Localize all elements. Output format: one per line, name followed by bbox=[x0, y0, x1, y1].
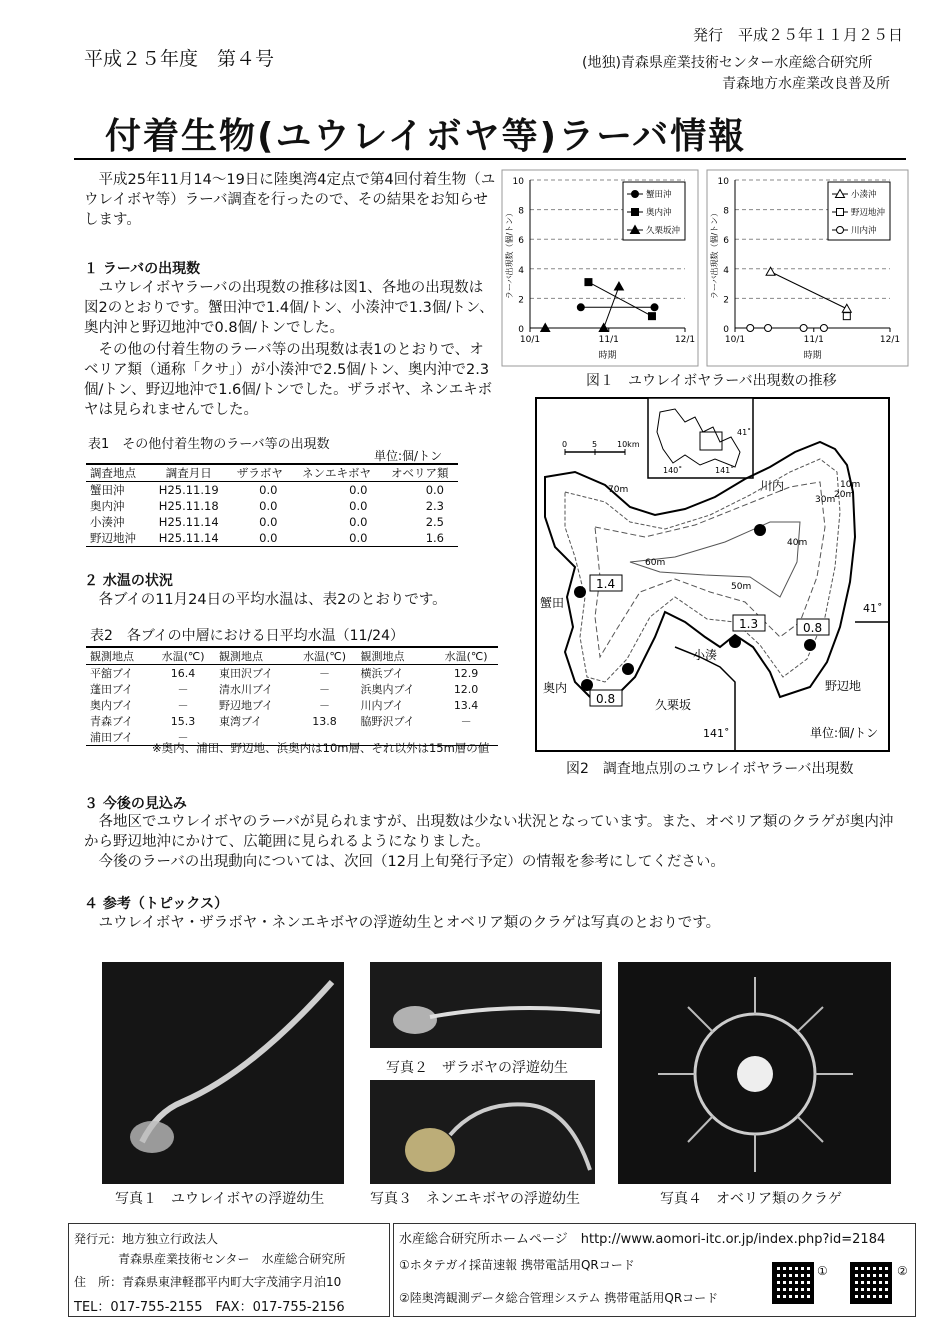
table1-header: 調査月日 bbox=[165, 466, 212, 480]
intro-text: 平成25年11月14～19日に陸奥湾4定点で第4回付着生物（ユウレイボヤ等）ラーバ調査を行ったので、その結果をお知らせします。 bbox=[84, 172, 496, 228]
data-point bbox=[837, 227, 844, 234]
table2-cell: － bbox=[177, 683, 189, 696]
depth-label: 60m bbox=[645, 558, 666, 568]
table1-header: オベリア類 bbox=[390, 466, 449, 480]
data-point bbox=[585, 279, 592, 286]
table1-cell: 0.0 bbox=[425, 483, 444, 497]
table2-row bbox=[86, 681, 498, 697]
larva-illustration bbox=[370, 1080, 595, 1184]
footer-publisher-label: 発行元：地方独立行政法人 bbox=[74, 1232, 219, 1246]
data-point bbox=[747, 325, 754, 332]
photo-obelia bbox=[618, 962, 891, 1184]
data-point bbox=[820, 325, 827, 332]
table1-cell: 0.0 bbox=[259, 483, 278, 497]
photo-yureiboya bbox=[102, 962, 344, 1184]
y-tick-label: 10 bbox=[717, 177, 729, 187]
larva-illustration bbox=[102, 962, 344, 1184]
jellyfish-illustration bbox=[618, 962, 891, 1184]
org-name-2: 青森地方水産業改良普及所 bbox=[722, 76, 890, 92]
table1-cell: 0.0 bbox=[259, 515, 278, 529]
y-tick-label: 6 bbox=[518, 236, 524, 247]
footer-address: 住 所：青森県東津軽郡平内町大字茂浦字月泊10 bbox=[74, 1275, 342, 1289]
legend-label: 川内沖 bbox=[851, 226, 877, 236]
chart-left bbox=[500, 168, 700, 368]
table1-header: 調査地点 bbox=[90, 466, 136, 480]
photo1-caption: 写真１ ユウレイボヤの浮遊幼生 bbox=[115, 1191, 325, 1207]
y-tick-label: 4 bbox=[723, 265, 729, 276]
table1-cell: 0.0 bbox=[259, 499, 278, 513]
table2-cell: 脇野沢ブイ bbox=[360, 715, 415, 728]
org-name-1: (地独)青森県産業技術センター水産総合研究所 bbox=[582, 55, 873, 71]
footer-tel: TEL：017-755-2155 FAX：017-755-2156 bbox=[74, 1300, 345, 1315]
table1-cell: 0.0 bbox=[259, 531, 278, 545]
table1-cell: 奥内沖 bbox=[90, 499, 125, 513]
photo-nenekiboya bbox=[370, 1080, 595, 1184]
table2-cell: － bbox=[319, 699, 331, 712]
qr2-mark: ② bbox=[897, 1264, 908, 1278]
x-tick-label: 10/1 bbox=[724, 335, 746, 345]
y-tick-label: 0 bbox=[518, 325, 524, 335]
depth-label: 50m bbox=[731, 582, 752, 592]
data-point bbox=[765, 325, 772, 332]
x-tick-label: 11/1 bbox=[598, 335, 619, 345]
y-tick-label: 8 bbox=[723, 206, 729, 217]
title-rule bbox=[74, 158, 906, 160]
table2-cell: 平舘ブイ bbox=[90, 667, 134, 680]
photo-zaraboya bbox=[370, 962, 602, 1048]
station-kuryuzaka bbox=[581, 679, 593, 691]
inset-label: 140˚ bbox=[663, 466, 683, 475]
y-axis-label: ラーバ出現数（個/トン） bbox=[710, 208, 719, 300]
legend-label: 奥内沖 bbox=[646, 208, 672, 218]
data-point bbox=[632, 191, 639, 198]
table2-cell: － bbox=[177, 699, 189, 712]
legend-label: 久栗坂沖 bbox=[646, 226, 681, 236]
table1-cell: H25.11.18 bbox=[158, 499, 219, 513]
section1-para2: その他の付着生物のラーバ等の出現数は表1のとおりで、オベリア類（通称「クサ」）が小湊沖で2.5個/トン、奥内沖で2.3個/トン、野辺地沖で1.6個/トンでした。ザラボヤ、ネンエキボヤは見られませんでした。 bbox=[84, 342, 493, 418]
table2-header: 水温(℃) bbox=[161, 650, 205, 663]
station-okunai bbox=[622, 663, 634, 675]
longitude-label: 141˚ bbox=[703, 727, 730, 740]
legend-label: 小湊沖 bbox=[851, 190, 877, 200]
x-tick-label: 12/1 bbox=[674, 335, 696, 345]
fig1-caption: 図１ ユウレイボヤラーバ出現数の推移 bbox=[586, 373, 837, 389]
qr2-label: ②陸奥湾観測データ総合管理システム 携帯電話用QRコード bbox=[399, 1291, 719, 1305]
chart-right bbox=[705, 168, 910, 368]
table1-caption: 表1 その他付着生物のラーバ等の出現数 bbox=[88, 437, 330, 452]
station-noheji bbox=[804, 639, 816, 651]
data-point bbox=[800, 325, 807, 332]
table2-cell: － bbox=[319, 667, 331, 680]
table2-cell: － bbox=[319, 683, 331, 696]
y-tick-label: 0 bbox=[723, 325, 729, 335]
table2-note: ※奥内、浦田、野辺地、浜奥内は10m層、それ以外は15m層の値 bbox=[152, 741, 490, 755]
table2-caption: 表2 各ブイの中層における日平均水温（11/24） bbox=[90, 628, 404, 644]
section2-para: 各ブイの11月24日の平均水温は、表2のとおりです。 bbox=[84, 592, 447, 608]
table2-cell: 野辺地ブイ bbox=[218, 699, 273, 712]
table1-header: ザラボヤ bbox=[236, 466, 283, 480]
station-kominato bbox=[729, 636, 741, 648]
place-label: 川内 bbox=[760, 479, 785, 493]
map-unit: 単位:個/トン bbox=[810, 726, 879, 740]
depth-label: 40m bbox=[787, 538, 808, 548]
table2-cell: 東田沢ブイ bbox=[218, 667, 273, 680]
place-label: 野辺地 bbox=[825, 679, 862, 693]
data-point bbox=[632, 209, 639, 216]
table2-cell: 東湾ブイ bbox=[218, 715, 262, 728]
table2-cell: 青森ブイ bbox=[90, 715, 134, 728]
place-label: 奥内 bbox=[543, 681, 568, 695]
table2 bbox=[86, 646, 498, 746]
inset-label: 141˚ bbox=[715, 466, 735, 475]
larva-illustration bbox=[370, 962, 602, 1048]
x-axis-label: 時期 bbox=[803, 351, 822, 361]
scale-label: 5 bbox=[592, 440, 598, 449]
table1-unit: 単位:個/トン bbox=[374, 449, 443, 463]
legend-label: 野辺地沖 bbox=[851, 208, 886, 218]
depth-label: 70m bbox=[608, 485, 629, 495]
table2-row bbox=[86, 713, 498, 729]
table1-row bbox=[86, 514, 458, 530]
section1-heading: １ ラーバの出現数 bbox=[84, 261, 201, 277]
y-tick-label: 2 bbox=[723, 295, 729, 306]
value-label: 1.4 bbox=[596, 577, 616, 591]
table1-cell: 2.5 bbox=[425, 515, 444, 529]
x-tick-label: 11/1 bbox=[803, 335, 824, 345]
table2-cell: － bbox=[460, 715, 472, 728]
table1-cell: 0.0 bbox=[349, 531, 368, 545]
table2-cell: 13.4 bbox=[453, 698, 479, 712]
x-tick-label: 10/1 bbox=[519, 335, 541, 345]
y-tick-label: 4 bbox=[518, 265, 524, 276]
table1-header-row bbox=[86, 464, 458, 482]
section3-para2: 今後のラーバの出現動向については、次回（12月上旬発行予定）の情報を参考にしてください。 bbox=[84, 854, 725, 870]
section4-para: ユウレイボヤ・ザラボヤ・ネンエキボヤの浮遊幼生とオベリア類のクラゲは写真のとおりです。 bbox=[84, 915, 721, 931]
table1-cell: 2.3 bbox=[425, 499, 444, 513]
y-tick-label: 2 bbox=[518, 295, 524, 306]
table1-cell: 1.6 bbox=[425, 531, 444, 545]
depth-label: 20m bbox=[834, 490, 855, 500]
issue-number: 平成２５年度 第４号 bbox=[84, 48, 275, 70]
place-label: 小湊 bbox=[693, 648, 718, 662]
page-title: 付着生物(ユウレイボヤ等)ラーバ情報 bbox=[105, 116, 747, 157]
depth-label: 30m bbox=[815, 495, 836, 505]
table2-row bbox=[86, 697, 498, 713]
table2-cell: 清水川ブイ bbox=[218, 683, 273, 696]
table2-cell: 16.4 bbox=[170, 666, 196, 680]
table2-cell: 15.3 bbox=[170, 714, 196, 728]
table2-header: 水温(℃) bbox=[444, 650, 488, 663]
x-axis-label: 時期 bbox=[598, 351, 617, 361]
table1-cell: H25.11.14 bbox=[158, 515, 219, 529]
photo2-caption: 写真２ ザラボヤの浮遊幼生 bbox=[386, 1060, 568, 1076]
scale-label: 0 bbox=[562, 440, 568, 449]
table2-cell: 13.8 bbox=[312, 714, 337, 728]
table1-row bbox=[86, 482, 458, 499]
table2-header: 観測地点 bbox=[218, 650, 263, 663]
homepage-link[interactable]: 水産総合研究所ホームページ http://www.aomori-itc.or.jp/index.php?id=2184 bbox=[399, 1232, 886, 1247]
place-label: 蟹田 bbox=[540, 596, 565, 610]
data-point bbox=[577, 304, 584, 311]
table2-cell: 浜奥内ブイ bbox=[360, 683, 415, 696]
table1-cell: 0.0 bbox=[349, 515, 368, 529]
table1-cell: 蟹田沖 bbox=[90, 483, 125, 497]
value-label: 0.8 bbox=[803, 621, 823, 635]
table2-cell: 奥内ブイ bbox=[90, 699, 134, 712]
y-tick-label: 8 bbox=[518, 206, 524, 217]
place-label: 久栗坂 bbox=[655, 698, 692, 712]
section3-heading: ３ 今後の見込み bbox=[84, 796, 187, 812]
table2-header: 水温(℃) bbox=[303, 650, 347, 663]
data-point bbox=[648, 313, 655, 320]
publish-date: 発行 平成２５年１１月２５日 bbox=[693, 26, 904, 44]
table2-row bbox=[86, 665, 498, 682]
data-point bbox=[651, 304, 658, 311]
inset-label: 41˚ bbox=[737, 428, 752, 437]
y-tick-label: 10 bbox=[512, 177, 524, 187]
section3-para1: 各地区でユウレイボヤのラーバが見られますが、出現数は少ない状況となっています。また、オベリア類のクラゲが奥内沖から野辺地沖にかけて、広範囲に見られるようになりました。 bbox=[84, 814, 894, 850]
data-point bbox=[843, 313, 850, 320]
station-kawauchi bbox=[754, 524, 766, 536]
table1-cell: 0.0 bbox=[349, 499, 368, 513]
scale-label: 10km bbox=[617, 440, 640, 449]
table1-row bbox=[86, 498, 458, 514]
table2-cell: 川内ブイ bbox=[360, 699, 404, 712]
table1-header: ネンエキボヤ bbox=[301, 466, 371, 480]
table2-cell: 12.9 bbox=[453, 666, 479, 680]
qr1-mark: ① bbox=[817, 1264, 828, 1278]
photo4-caption: 写真４ オベリア類のクラゲ bbox=[660, 1191, 842, 1207]
table1-cell: 小湊沖 bbox=[90, 515, 125, 529]
section1-para1: ユウレイボヤラーバの出現数の推移は図1、各地の出現数は図2のとおりです。蟹田沖で1.4個/トン、小湊沖で1.3個/トン、奥内沖と野辺地沖で0.8個/トンでした。 bbox=[84, 280, 494, 336]
table2-header: 観測地点 bbox=[90, 650, 134, 663]
y-tick-label: 6 bbox=[723, 236, 729, 247]
table2-cell: 蓬田ブイ bbox=[90, 683, 134, 696]
table1-cell: 0.0 bbox=[349, 483, 368, 497]
section4-heading: ４ 参考（トピックス） bbox=[84, 896, 229, 912]
table2-cell: 横浜ブイ bbox=[360, 667, 404, 680]
photo3-caption: 写真３ ネンエキボヤの浮遊幼生 bbox=[370, 1191, 580, 1207]
x-tick-label: 12/1 bbox=[879, 335, 901, 345]
table1 bbox=[86, 463, 458, 547]
table2-cell: － bbox=[177, 731, 189, 744]
data-point bbox=[837, 209, 844, 216]
qr-code-1[interactable] bbox=[772, 1262, 814, 1304]
table1-cell: H25.11.14 bbox=[158, 531, 219, 545]
table1-row bbox=[86, 530, 458, 547]
table1-cell: H25.11.19 bbox=[158, 483, 219, 497]
table1-cell: 野辺地沖 bbox=[90, 531, 136, 545]
legend-label: 蟹田沖 bbox=[646, 190, 672, 200]
station-kanita bbox=[574, 586, 586, 598]
bay-map bbox=[535, 397, 890, 752]
section2-heading: ２ 水温の状況 bbox=[84, 573, 173, 589]
qr-code-2[interactable] bbox=[850, 1262, 892, 1304]
footer-publisher-name: 青森県産業技術センター 水産総合研究所 bbox=[118, 1252, 346, 1266]
table2-cell: 浦田ブイ bbox=[90, 731, 134, 744]
value-label: 0.8 bbox=[596, 692, 616, 706]
y-axis-label: ラーバ出現数（個/トン） bbox=[505, 208, 514, 300]
depth-label: 10m bbox=[840, 480, 861, 490]
table2-header-row bbox=[86, 647, 498, 665]
qr1-label: ①ホタテガイ採苗速報 携帯電話用QRコード bbox=[399, 1258, 635, 1272]
value-label: 1.3 bbox=[739, 617, 759, 631]
table2-header: 観測地点 bbox=[360, 650, 405, 663]
fig2-caption: 図2 調査地点別のユウレイボヤラーバ出現数 bbox=[566, 761, 854, 777]
table2-cell: 12.0 bbox=[453, 682, 479, 696]
latitude-label: 41˚ bbox=[863, 602, 883, 615]
